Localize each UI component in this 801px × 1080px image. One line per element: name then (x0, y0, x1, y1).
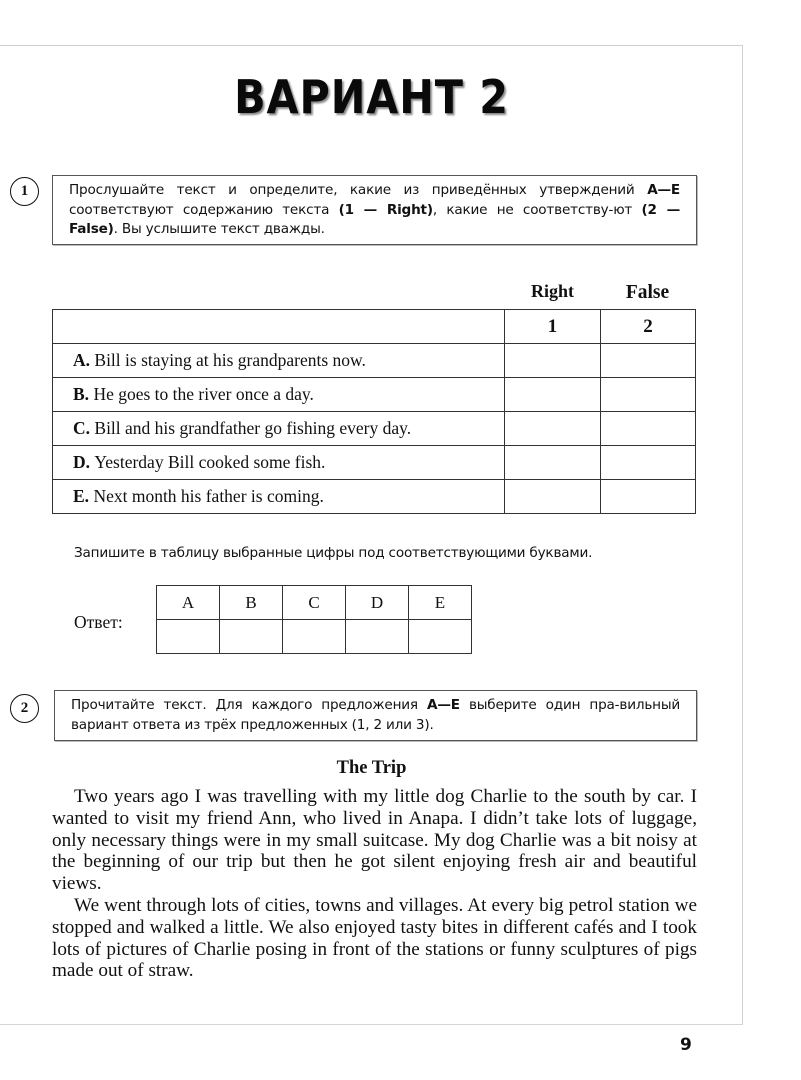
write-answers-instruction: Запишите в таблицу выбранные цифры под соответствующими буквами. (74, 545, 593, 561)
page-frame-right (742, 45, 743, 1025)
answer-label: Ответ: (74, 612, 123, 632)
table-row (53, 480, 696, 514)
page-frame-top (0, 45, 743, 46)
answer-grid-header: B (220, 586, 283, 620)
answer-cell-e[interactable] (409, 620, 472, 654)
right-answer-cell[interactable] (505, 480, 601, 514)
instruction-text: . Вы услышите текст дважды. (113, 221, 325, 237)
statement-letter: B. (73, 384, 90, 404)
answer-cell-b[interactable] (220, 620, 283, 654)
page-title: ВАРИАНТ 2 (234, 70, 509, 124)
statement-cell (53, 412, 505, 446)
false-answer-cell[interactable] (601, 378, 696, 412)
table-header-blank (53, 310, 505, 344)
table-row (53, 344, 696, 378)
instruction-text: Прочитайте текст. Для каждого предложения (71, 697, 428, 713)
right-column-label: Right (530, 281, 574, 301)
false-answer-cell[interactable] (601, 412, 696, 446)
statement-text: He goes to the river once a day. (93, 384, 314, 404)
false-number-header: 2 (601, 310, 696, 344)
statement-letter: E. (73, 486, 90, 506)
answer-grid-header: C (283, 586, 346, 620)
task-1-number-badge: 1 (10, 177, 39, 206)
right-answer-cell[interactable] (505, 446, 601, 480)
page-number: 9 (680, 1035, 692, 1055)
answer-grid-header: E (409, 586, 472, 620)
false-answer-cell[interactable] (601, 344, 696, 378)
right-code: (1 — Right) (338, 201, 433, 218)
right-answer-cell[interactable] (505, 344, 601, 378)
statement-text: Next month his father is coming. (93, 486, 324, 506)
task-2-instruction-box (54, 690, 697, 741)
instruction-text: выберите один пра-вильный вариант ответа из трёх предложенных (1, 2 или 3). (71, 697, 680, 733)
answer-grid-header: D (346, 586, 409, 620)
statement-text: Yesterday Bill cooked some fish. (94, 452, 326, 472)
statement-letter: C. (73, 418, 91, 438)
answer-cell-a[interactable] (157, 620, 220, 654)
false-answer-cell[interactable] (601, 446, 696, 480)
false-code: (2 — False) (69, 201, 680, 237)
table-row (53, 446, 696, 480)
answer-grid-header-row (157, 586, 472, 620)
answer-cell-d[interactable] (346, 620, 409, 654)
right-answer-cell[interactable] (505, 412, 601, 446)
true-false-table (52, 309, 696, 514)
statement-cell (53, 480, 505, 514)
statement-cell (53, 344, 505, 378)
false-column-label: False (625, 282, 670, 303)
story-text (52, 786, 697, 982)
false-answer-cell[interactable] (601, 480, 696, 514)
story-title: The Trip (336, 758, 407, 778)
table-row (53, 412, 696, 446)
instruction-letters: A—E (647, 182, 680, 198)
story-paragraph: Two years ago I was travelling with my little dog Charlie to the south by car. I wanted to visit my friend Ann, who lived in Anapa. I didn’t take lots of luggage, only necessary things were in my small suitcase. My dog Charlie was a bit noisy at the beginning of our trip but then he got silent enjoying fresh air and beautiful views. (52, 786, 697, 895)
instruction-text: Прослушайте текст и определите, какие из приведённых утверждений (69, 182, 648, 198)
answer-cell-c[interactable] (283, 620, 346, 654)
table-row (53, 378, 696, 412)
statement-cell (53, 446, 505, 480)
statement-text: Bill is staying at his grandparents now. (94, 350, 366, 370)
statement-cell (53, 378, 505, 412)
answer-grid-value-row (157, 620, 472, 654)
right-answer-cell[interactable] (505, 378, 601, 412)
instruction-text: соответствуют содержанию текста (69, 201, 339, 218)
instruction-text: , какие не соответству-ют (432, 201, 642, 218)
answer-grid-header: A (157, 586, 220, 620)
answer-grid (156, 585, 472, 654)
task-2-number-badge: 2 (10, 694, 39, 723)
statement-text: Bill and his grandfather go fishing every day. (94, 418, 412, 438)
table-header-row (53, 310, 696, 344)
instruction-letters: A—E (427, 697, 460, 713)
statement-letter: D. (73, 452, 91, 472)
statement-letter: A. (73, 350, 91, 370)
task-1-instruction-box (52, 175, 697, 245)
story-paragraph: We went through lots of cities, towns and villages. At every big petrol station we stopped and walked a little. We also enjoyed tasty bites in different cafés and I took lots of pictures of Charlie posing in front of the stations or funny sculptures of pigs made out of straw. (52, 894, 697, 982)
right-number-header: 1 (505, 310, 601, 344)
page-frame-bottom (0, 1024, 743, 1025)
